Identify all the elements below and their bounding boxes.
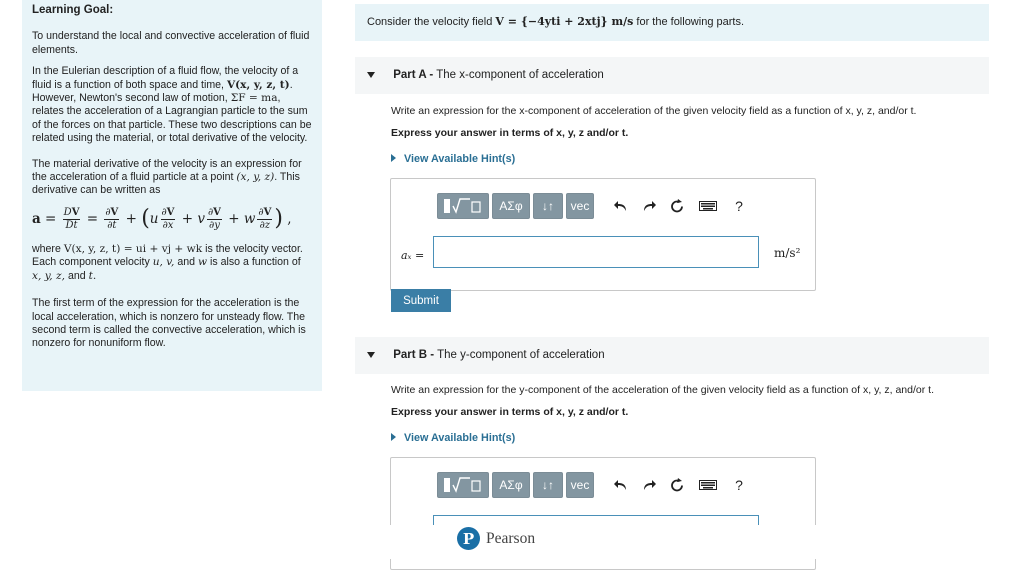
goal-paragraph-4: where V(x, y, z, t) = ui + vj + wk is the velocity vector. Each component velocity u, v, and w is also a function of x, y, z, and t. [32,242,303,282]
math-toolbar [437,193,753,219]
keyboard-icon[interactable] [691,472,725,498]
part-a-description: Write an expression for the x-component of acceleration of the given velocity field as a function of x, y, z, and/or t. [391,105,917,117]
templates-button[interactable] [437,193,489,219]
collapse-triangle-icon[interactable] [367,72,375,78]
material-derivative-equation: a = $\frac{DV}{Dt}$ = $\frac{\partial V}{\partial t}$ + ( u $\frac{\partial V}{\partial x}$ + v $\frac{\partial V}{\partial y}$ + w $\frac{\partial V}{\partial z}$ ) , [32,206,292,232]
part-a-answer-editor [390,178,816,291]
redo-icon[interactable] [635,193,663,219]
answer-input-ax[interactable] [433,236,759,268]
pearson-logo [457,527,535,550]
point-xyz: (x, y, z) [236,171,275,184]
intro-banner: Consider the velocity field V = {−4yti + 2xtj} m/s for the following parts. [355,4,989,41]
greek-symbols-button[interactable]: ΑΣφ [492,472,530,498]
fraction-radical-icon [443,197,483,215]
pearson-wordmark: Pearson [486,529,536,547]
vec-button[interactable]: vec [566,193,594,219]
math-toolbar [437,472,753,498]
reset-icon[interactable] [663,193,691,219]
velocity-function: V(x, y, z, t) [226,78,290,91]
subscript-superscript-button[interactable]: ↓↑ [533,472,563,498]
part-b-hint-link[interactable]: View Available Hint(s) [391,432,515,444]
submit-button[interactable]: Submit [391,289,451,312]
subscript-superscript-button[interactable]: ↓↑ [533,193,563,219]
keyboard-icon[interactable] [691,193,725,219]
goal-paragraph-5: The first term of the expression for the acceleration is the local acceleration, which is nonzero for unsteady flow. The second term is called the convective acceleration, which is nonzero for nonuniform flow. [32,297,306,350]
undo-icon[interactable] [607,193,635,219]
part-a-express: Express your answer in terms of x, y, z and/or t. [391,127,629,139]
velocity-field: V = {−4yti + 2xtj} m/s [495,15,634,28]
part-b-description: Write an expression for the y-component of the acceleration of the given velocity field as a function of x, y, z, and/or t. [391,384,934,396]
part-a-hint-link[interactable]: View Available Hint(s) [391,153,515,165]
units-label: m/s² [774,246,801,260]
goal-paragraph-3: The material derivative of the velocity is an expression for the acceleration of a fluid particle at a point (x, y, z). This derivative can be written as [32,157,302,197]
learning-goal-heading: Learning Goal: [32,4,114,16]
velocity-vector: V(x, y, z, t) = ui + vj + wk [63,242,203,255]
pearson-logo-icon: P [457,527,480,550]
templates-button[interactable] [437,472,489,498]
goal-paragraph-1: To understand the local and convective acceleration of fluid elements. [32,30,310,56]
collapse-triangle-icon[interactable] [367,352,375,358]
help-icon[interactable]: ? [735,198,743,214]
learning-goal-panel [22,0,322,391]
goal-paragraph-2: In the Eulerian description of a fluid flow, the velocity of a fluid is a function of both space and time, V(x, y, z, t). However, Newton's second law of motion, ΣF = ma, relates the acceleration of a Lagrangian particle to the sum of the forces on that particle. These two descriptions can be related using the material, or total derivative of the velocity. [32,65,312,145]
help-icon[interactable]: ? [735,477,743,493]
redo-icon[interactable] [635,472,663,498]
vec-button[interactable]: vec [566,472,594,498]
caret-right-icon [391,433,396,441]
newton-law: ΣF = ma [230,92,278,105]
part-b-express: Express your answer in terms of x, y, z and/or t. [391,406,629,418]
caret-right-icon [391,154,396,162]
undo-icon[interactable] [607,472,635,498]
reset-icon[interactable] [663,472,691,498]
greek-symbols-button[interactable]: ΑΣφ [492,193,530,219]
fraction-radical-icon [443,476,483,494]
answer-label-ax: aₓ = [401,249,425,262]
part-a-header[interactable]: Part A - The x-component of acceleration [355,57,989,94]
part-b-header[interactable]: Part B - The y-component of acceleration [355,337,989,374]
